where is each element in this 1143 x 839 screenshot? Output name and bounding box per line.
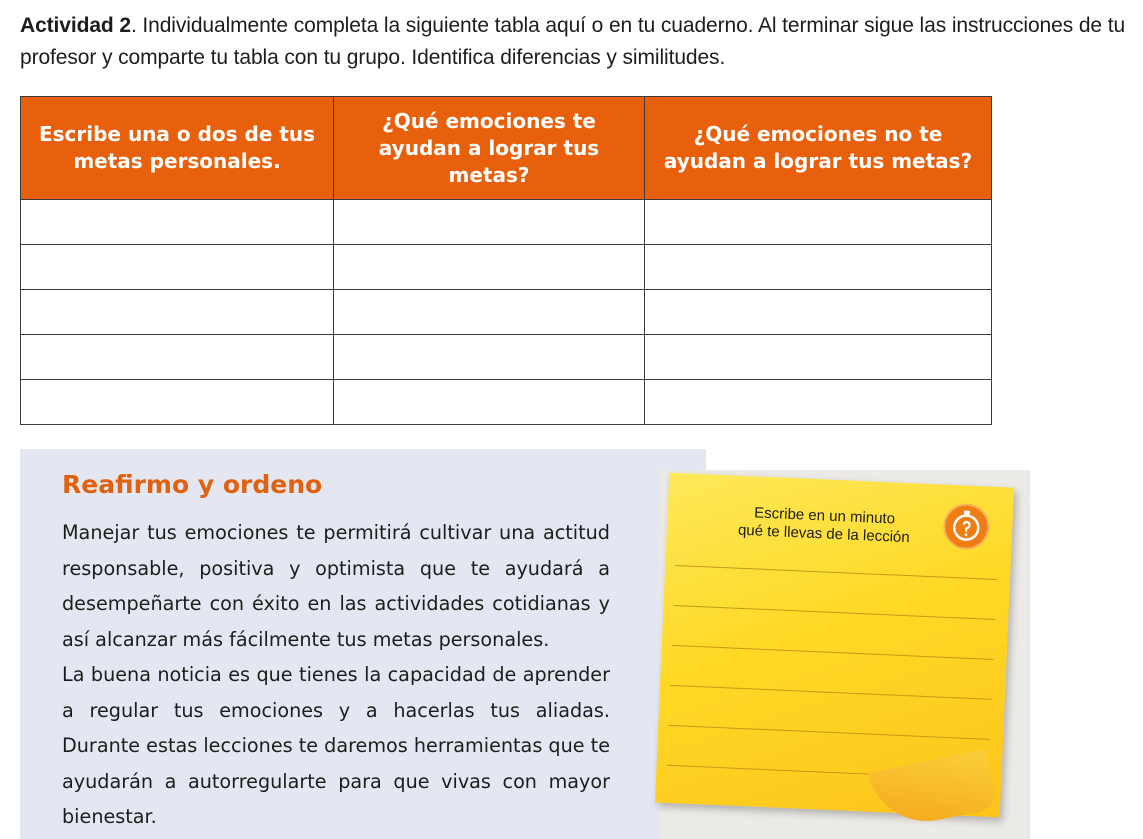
table-row bbox=[21, 245, 992, 290]
table-cell[interactable] bbox=[334, 245, 645, 290]
table-header-row bbox=[21, 97, 992, 200]
table-cell[interactable] bbox=[21, 200, 334, 245]
table-cell[interactable] bbox=[645, 380, 992, 425]
stopwatch-icon bbox=[942, 503, 990, 551]
table-cell[interactable] bbox=[334, 380, 645, 425]
header-goals: Escribe una o dos de tus metas personales. bbox=[21, 97, 334, 200]
table-cell[interactable] bbox=[21, 290, 334, 335]
table-cell[interactable] bbox=[21, 335, 334, 380]
reafirmo-panel bbox=[20, 449, 706, 839]
table-row bbox=[21, 380, 992, 425]
activity-title: Actividad 2 bbox=[20, 14, 131, 37]
section-body bbox=[62, 515, 610, 835]
note-writing-line bbox=[675, 565, 997, 580]
header-unhelpful-emotions: ¿Qué emociones no te ayudan a lograr tus metas? bbox=[645, 97, 992, 200]
section-paragraph: Manejar tus emociones te permitirá cultivar una actitud responsable, positiva y optimista que te ayudará a desempeñarte con éxito en las actividades cotidianas y así alcanzar más fácilmente tus metas personales. bbox=[62, 521, 610, 651]
note-prompt-line1: Escribe en un minuto bbox=[753, 504, 896, 528]
table-row bbox=[21, 290, 992, 335]
sticky-note[interactable] bbox=[655, 473, 1014, 818]
activity-instructions bbox=[20, 10, 1130, 74]
section-title: Reafirmo y ordeno bbox=[62, 470, 323, 499]
header-helpful-emotions: ¿Qué emociones te ayudan a lograr tus metas? bbox=[334, 97, 645, 200]
table-cell[interactable] bbox=[645, 200, 992, 245]
table-row bbox=[21, 335, 992, 380]
table-cell[interactable] bbox=[21, 245, 334, 290]
note-writing-line bbox=[670, 685, 992, 700]
table-cell[interactable] bbox=[334, 290, 645, 335]
table-cell[interactable] bbox=[645, 290, 992, 335]
table-cell[interactable] bbox=[21, 380, 334, 425]
section-paragraph: La buena noticia es que tienes la capacidad de aprender a regular tus emociones y a hacerlas tus aliadas. Durante estas lecciones te daremos herramientas que te ayudarán a autorregularte para que vivas con mayor bienestar. bbox=[62, 663, 610, 828]
activity-text: . Individualmente completa la siguiente tabla aquí o en tu cuaderno. Al terminar sigue las instrucciones de tu profesor y comparte tu tabla con tu grupo. Identifica diferencias y similitudes. bbox=[20, 14, 1126, 69]
note-prompt-line2: qué te llevas de la lección bbox=[737, 521, 911, 547]
table-cell[interactable] bbox=[645, 335, 992, 380]
table-row bbox=[21, 200, 992, 245]
note-writing-line bbox=[674, 605, 996, 620]
table-cell[interactable] bbox=[334, 335, 645, 380]
table-cell[interactable] bbox=[645, 245, 992, 290]
goals-emotions-table bbox=[20, 96, 992, 425]
table-cell[interactable] bbox=[334, 200, 645, 245]
note-writing-line bbox=[672, 645, 994, 660]
note-writing-line bbox=[668, 725, 990, 740]
note-prompt bbox=[709, 502, 940, 548]
